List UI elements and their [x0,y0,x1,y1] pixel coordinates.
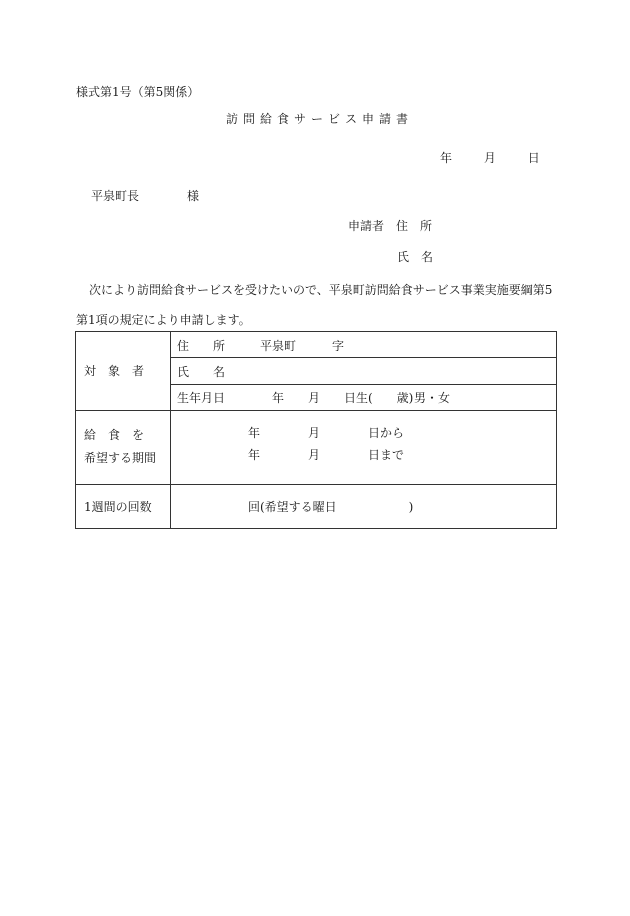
body-text-line-2: 第1項の規定により申請します。 [76,313,251,327]
application-table [75,331,557,529]
subject-birth-day-age: 日生( 歳) [344,391,414,405]
period-from-day: 日から [368,426,405,440]
period-label-line-2: 希望する期間 [84,451,157,465]
period-to-day: 日まで [368,448,405,462]
date-line [440,151,540,165]
body-text-line-1: 次により訪問給食サービスを受けたいので、平泉町訪問給食サービス事業実施要綱第5 [89,283,553,297]
subject-birth-year: 年 [272,391,285,405]
addressee-name: 平泉町長 [91,189,140,203]
subject-address-label: 住 所 [177,339,226,353]
frequency-label: 1週間の回数 [84,500,152,514]
table-divider-vertical [170,332,171,528]
subject-address-town: 平泉町 [260,339,297,353]
subject-sex: 男・女 [414,391,451,405]
period-label-line-1: 給 食 を [84,428,145,442]
date-day-label: 日 [527,151,540,165]
form-number: 様式第1号（第5関係） [76,85,200,99]
table-divider [76,484,556,485]
period-to-year: 年 [248,448,261,462]
period-from-month: 月 [308,426,321,440]
subject-birth-label: 生年月日 [177,391,226,405]
table-divider [170,357,556,358]
frequency-value: 回(希望する曜日 ) [248,500,414,514]
period-to-month: 月 [308,448,321,462]
date-month-label: 月 [483,151,496,165]
subject-name-label: 氏 名 [177,365,226,379]
applicant-address-label: 申請者 住 所 [348,219,433,233]
page-title: 訪問給食サービス申請書 [226,112,414,126]
table-divider [170,384,556,385]
date-year-label: 年 [440,151,453,165]
addressee [91,189,199,203]
table-divider [76,410,556,411]
addressee-honorific: 様 [187,189,200,203]
period-from-year: 年 [248,426,261,440]
subject-label: 対 象 者 [84,364,145,378]
subject-address-aza: 字 [332,339,345,353]
subject-birth-month: 月 [308,391,321,405]
applicant-name-label: 氏 名 [397,250,434,264]
